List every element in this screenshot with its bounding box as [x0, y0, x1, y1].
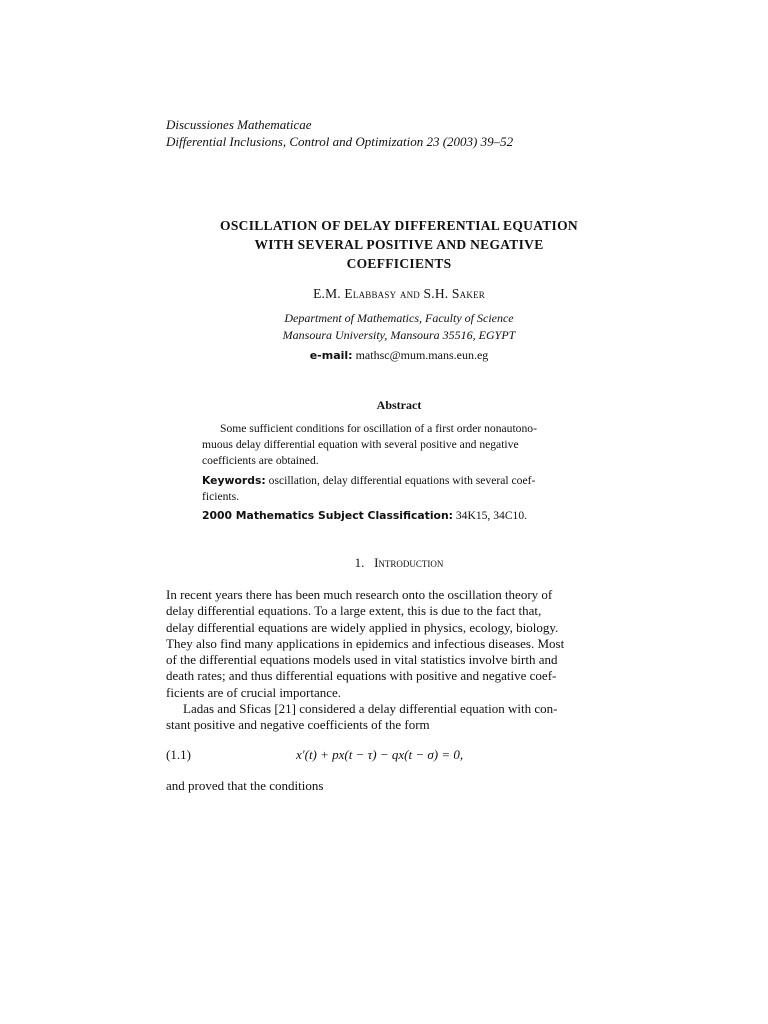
affiliation-line-2: Mansoura University, Mansoura 35516, EGYPT: [282, 328, 516, 342]
section-heading: [150, 554, 648, 571]
authors: E.M. Elabbasy and S.H. Saker: [313, 286, 485, 301]
journal-volume: Differential Inclusions, Control and Optimization 23 (2003) 39–52: [166, 134, 514, 149]
body-line: ficients are of crucial importance.: [166, 684, 342, 700]
keywords-continuation: ficients.: [202, 489, 240, 503]
body-line: In recent years there has been much research onto the oscillation theory of: [166, 587, 553, 602]
body-line: death rates; and thus differential equations with positive and negative coef-: [166, 668, 557, 684]
body-line: of the differential equations models used in vital statistics involve birth and: [166, 652, 558, 668]
title-line-1: OSCILLATION OF DELAY DIFFERENTIAL EQUATION: [220, 218, 578, 233]
msc-value: 34K15, 34C10.: [455, 509, 528, 523]
keywords: [202, 473, 596, 489]
msc: [202, 508, 596, 524]
email-line: [150, 347, 648, 364]
abstract-line: Some sufficient conditions for oscillation of a first order nonautono-: [220, 422, 537, 435]
section-number: 1.: [354, 555, 365, 570]
abstract-line: coefficients are obtained.: [202, 454, 319, 468]
msc-label: 2000 Mathematics Subject Classification:: [202, 509, 453, 523]
title-line-3: COEFFICIENTS: [346, 256, 452, 271]
body-line-after-equation: and proved that the conditions: [166, 778, 324, 793]
keywords-label: Keywords:: [202, 473, 266, 487]
body-line: stant positive and negative coefficients of the form: [166, 717, 430, 733]
equation-number: (1.1): [166, 747, 191, 762]
affiliation-line-1: Department of Mathematics, Faculty of Science: [284, 311, 514, 325]
title-line-2: WITH SEVERAL POSITIVE AND NEGATIVE: [254, 237, 544, 252]
body-line: Ladas and Sficas [21] considered a delay differential equation with con-: [183, 701, 558, 717]
paper-title: [150, 216, 648, 273]
abstract-line: muous delay differential equation with several positive and negative: [202, 438, 519, 452]
body-line: delay differential equations. To a large extent, this is due to the fact that,: [166, 603, 542, 619]
email-address: mathsc@mum.mans.eun.eg: [355, 348, 489, 362]
keywords-text: oscillation, delay differential equations with several coef-: [268, 473, 536, 487]
body-line: They also find many applications in epidemics and infectious diseases. Most: [166, 635, 565, 651]
abstract-heading: Abstract: [376, 398, 422, 412]
affiliation: [150, 310, 648, 344]
equation-expression: x′(t) + px(t − τ) − qx(t − σ) = 0,: [296, 747, 464, 762]
body-line: delay differential equations are widely applied in physics, ecology, biology.: [166, 619, 559, 635]
section-title: Introduction: [374, 555, 444, 570]
email-label: e-mail:: [309, 349, 353, 362]
journal-name: Discussiones Mathematicae: [166, 117, 312, 132]
abstract-body: [202, 421, 596, 524]
introduction-text: [166, 587, 630, 734]
journal-info: [166, 116, 513, 150]
